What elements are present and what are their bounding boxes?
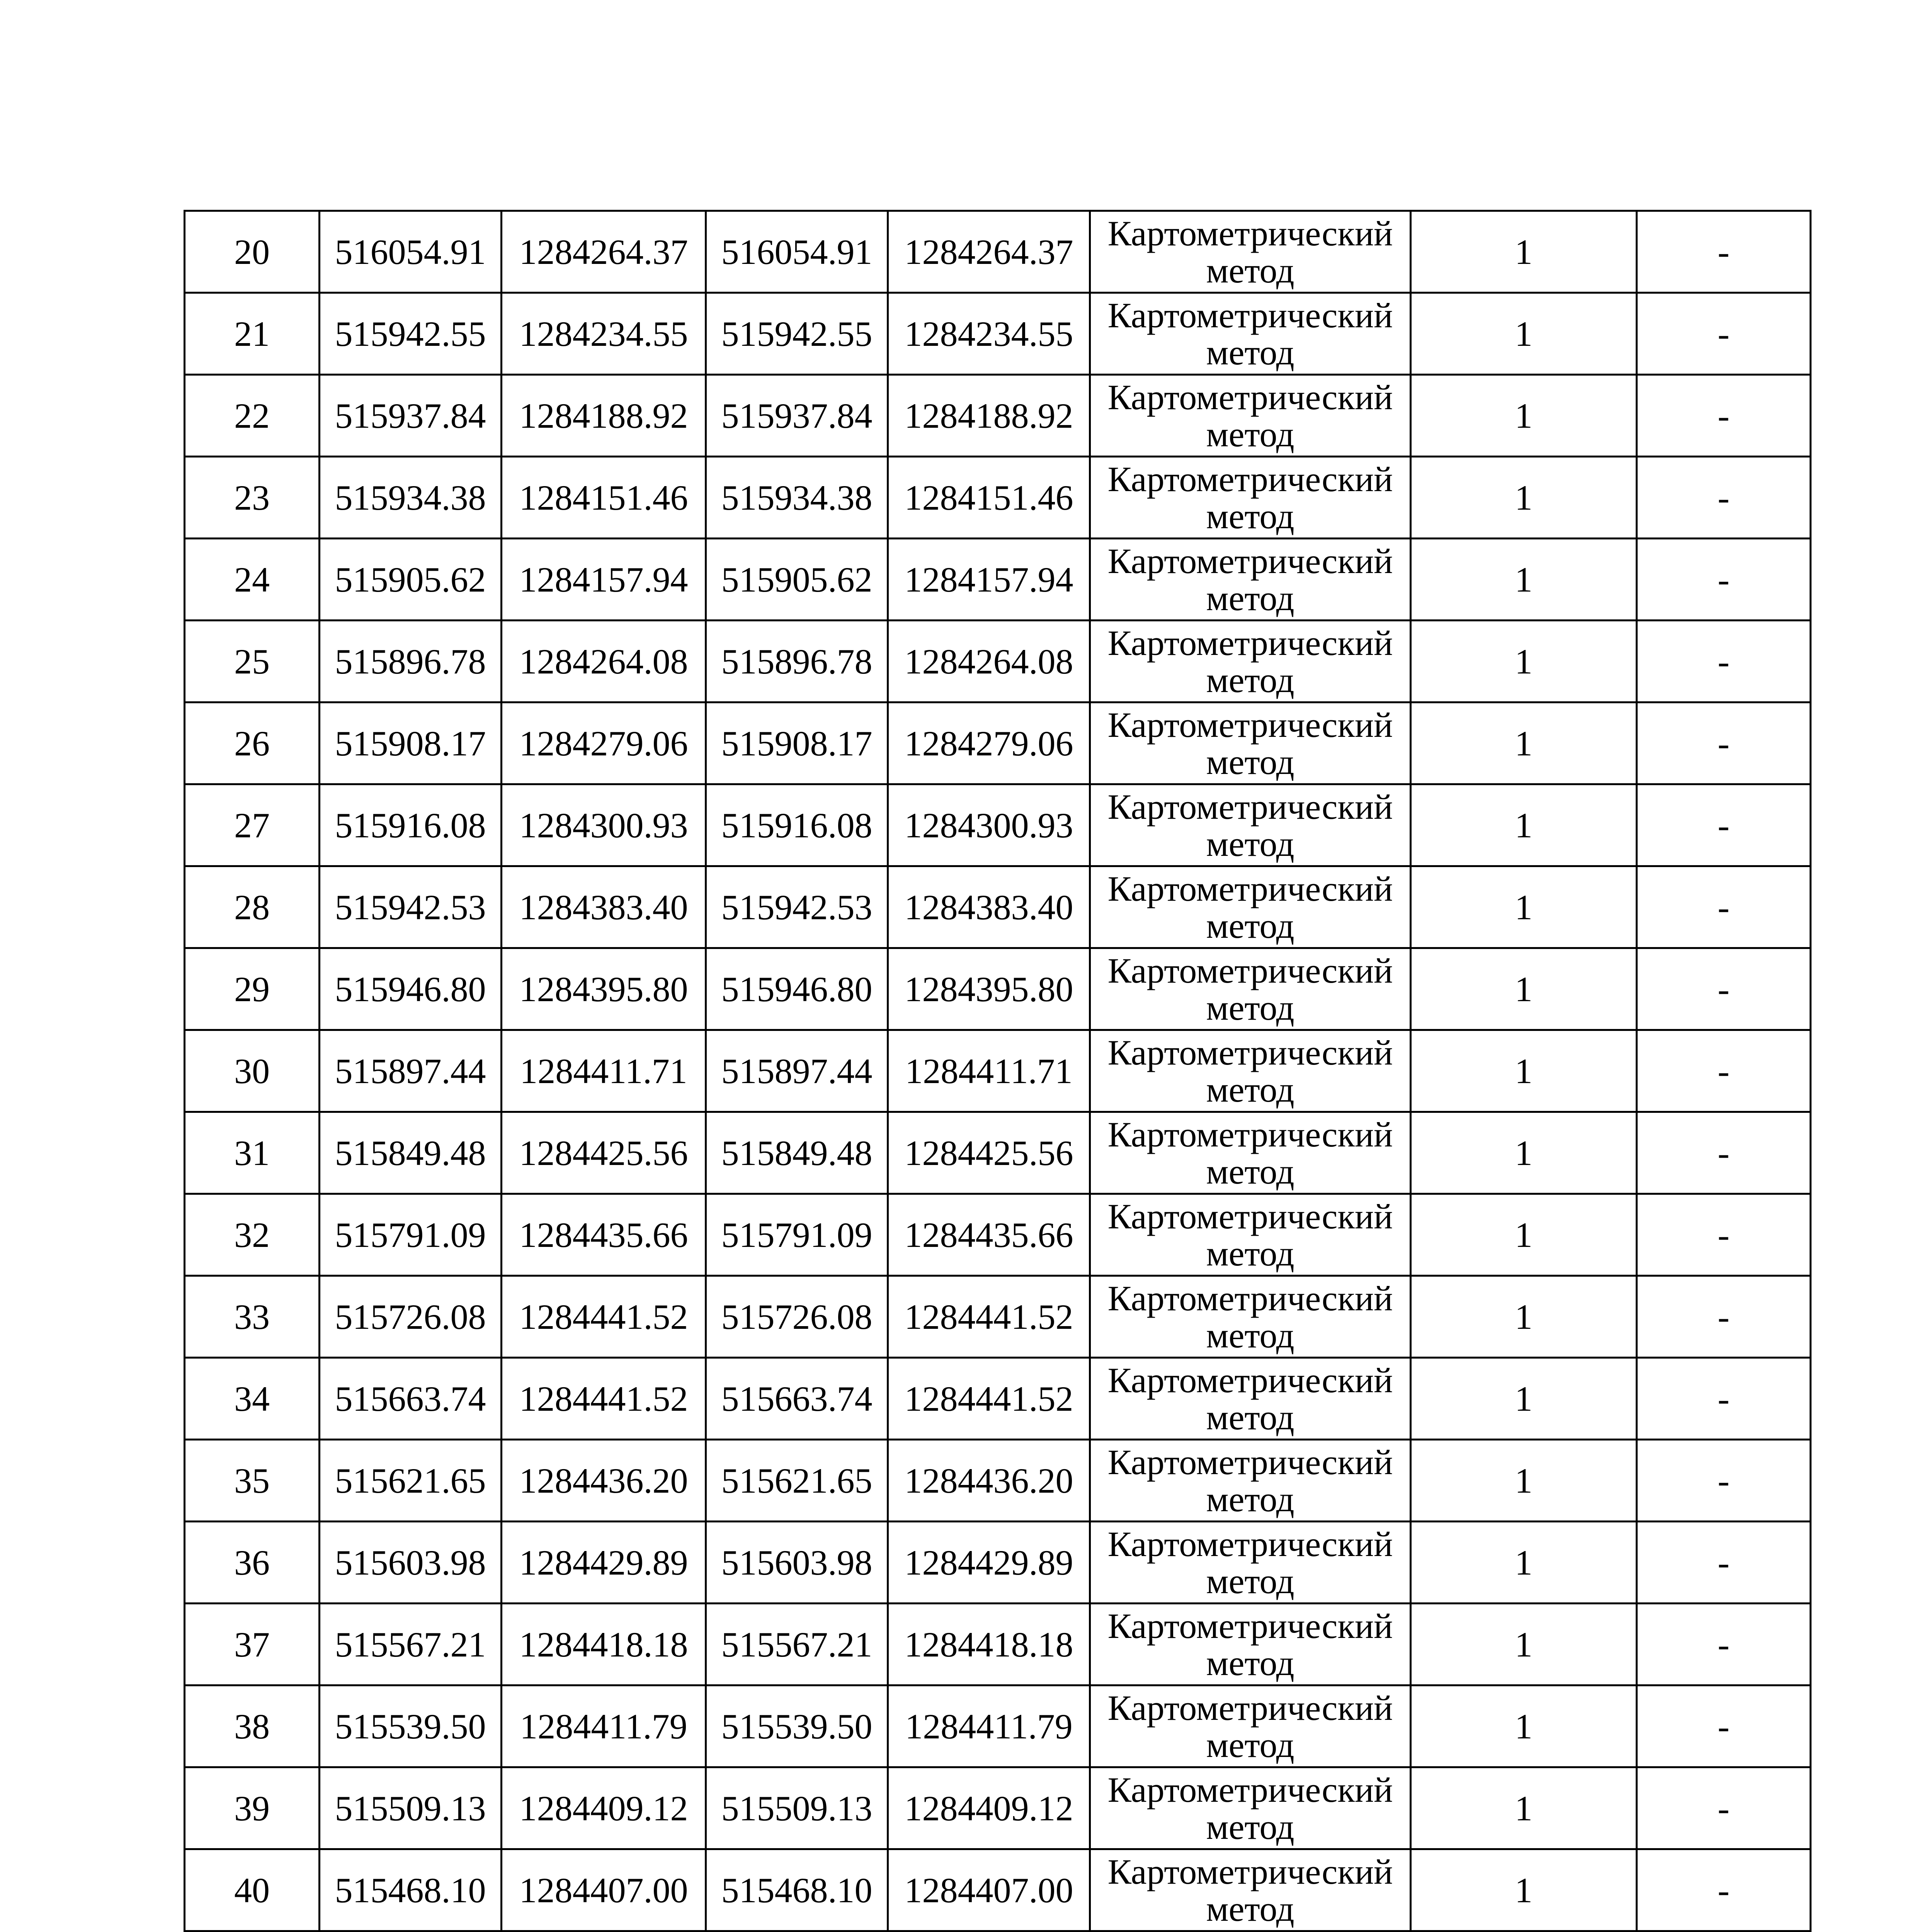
- specified-y-cell: 1284409.12: [888, 1767, 1090, 1849]
- existing-x-cell: 515937.84: [320, 375, 502, 457]
- table-row: [185, 702, 1811, 784]
- point-number-cell: 29: [185, 948, 320, 1030]
- table-row: [185, 866, 1811, 948]
- existing-y-cell: 1284418.18: [502, 1604, 706, 1685]
- point-number-cell: 28: [185, 866, 320, 948]
- existing-x-cell: 515726.08: [320, 1276, 502, 1358]
- method-cell: [1090, 1194, 1411, 1276]
- existing-y-cell: 1284264.37: [502, 211, 706, 293]
- accuracy-cell: 1: [1411, 375, 1637, 457]
- table-row: [185, 1685, 1811, 1767]
- table-row: [185, 1767, 1811, 1849]
- method-cell: [1090, 539, 1411, 621]
- method-label-line1: Картометрический: [1107, 1606, 1393, 1646]
- method-label-line1: Картометрический: [1107, 1361, 1393, 1400]
- specified-x-cell: 515539.50: [706, 1685, 888, 1767]
- table-row: [185, 1522, 1811, 1604]
- point-number-cell: 22: [185, 375, 320, 457]
- accuracy-cell: 1: [1411, 1030, 1637, 1112]
- method-label-line1: Картометрический: [1107, 1442, 1393, 1482]
- accuracy-cell: 1: [1411, 457, 1637, 539]
- specified-x-cell: 515896.78: [706, 621, 888, 702]
- specified-x-cell: 515567.21: [706, 1604, 888, 1685]
- point-number-cell: 20: [185, 211, 320, 293]
- specified-y-cell: 1284157.94: [888, 539, 1090, 621]
- point-number-cell: 32: [185, 1194, 320, 1276]
- existing-y-cell: 1284234.55: [502, 293, 706, 375]
- method-label-line1: Картометрический: [1107, 623, 1393, 663]
- method-label-line1: Картометрический: [1107, 1197, 1393, 1236]
- specified-x-cell: 515603.98: [706, 1522, 888, 1604]
- method-label-line2: метод: [1206, 1152, 1294, 1191]
- specified-x-cell: 515849.48: [706, 1112, 888, 1194]
- method-label-line2: метод: [1206, 988, 1294, 1027]
- note-cell: -: [1637, 1767, 1811, 1849]
- specified-y-cell: 1284407.00: [888, 1849, 1090, 1931]
- point-number-cell: 23: [185, 457, 320, 539]
- method-label-line1: Картометрический: [1107, 869, 1393, 908]
- existing-y-cell: 1284435.66: [502, 1194, 706, 1276]
- point-number-cell: 24: [185, 539, 320, 621]
- existing-y-cell: 1284151.46: [502, 457, 706, 539]
- table-row: [185, 1194, 1811, 1276]
- method-label-line2: метод: [1206, 742, 1294, 782]
- note-cell: -: [1637, 293, 1811, 375]
- specified-x-cell: 515509.13: [706, 1767, 888, 1849]
- specified-x-cell: 515942.53: [706, 866, 888, 948]
- specified-y-cell: 1284395.80: [888, 948, 1090, 1030]
- existing-y-cell: 1284425.56: [502, 1112, 706, 1194]
- table-row: [185, 1112, 1811, 1194]
- method-cell: [1090, 948, 1411, 1030]
- existing-x-cell: 515849.48: [320, 1112, 502, 1194]
- existing-x-cell: 515509.13: [320, 1767, 502, 1849]
- specified-y-cell: 1284264.08: [888, 621, 1090, 702]
- point-number-cell: 30: [185, 1030, 320, 1112]
- accuracy-cell: 1: [1411, 539, 1637, 621]
- accuracy-cell: 1: [1411, 1685, 1637, 1767]
- method-label-line1: Картометрический: [1107, 541, 1393, 581]
- method-label-line1: Картометрический: [1107, 1524, 1393, 1564]
- method-label-line2: метод: [1206, 1807, 1294, 1847]
- existing-y-cell: 1284411.79: [502, 1685, 706, 1767]
- existing-x-cell: 515916.08: [320, 784, 502, 866]
- method-label-line2: метод: [1206, 660, 1294, 700]
- existing-y-cell: 1284411.71: [502, 1030, 706, 1112]
- accuracy-cell: 1: [1411, 211, 1637, 293]
- point-number-cell: 27: [185, 784, 320, 866]
- specified-y-cell: 1284429.89: [888, 1522, 1090, 1604]
- note-cell: -: [1637, 1276, 1811, 1358]
- method-label-line2: метод: [1206, 1316, 1294, 1355]
- method-cell: [1090, 1767, 1411, 1849]
- existing-y-cell: 1284188.92: [502, 375, 706, 457]
- accuracy-cell: 1: [1411, 702, 1637, 784]
- point-number-cell: 36: [185, 1522, 320, 1604]
- point-number-cell: 31: [185, 1112, 320, 1194]
- accuracy-cell: 1: [1411, 1604, 1637, 1685]
- specified-y-cell: 1284441.52: [888, 1276, 1090, 1358]
- accuracy-cell: 1: [1411, 784, 1637, 866]
- method-label-line2: метод: [1206, 1070, 1294, 1109]
- point-number-cell: 35: [185, 1440, 320, 1522]
- method-label-line2: метод: [1206, 415, 1294, 454]
- method-cell: [1090, 1604, 1411, 1685]
- note-cell: -: [1637, 1849, 1811, 1931]
- specified-x-cell: 515946.80: [706, 948, 888, 1030]
- table-row: [185, 1604, 1811, 1685]
- method-label-line2: метод: [1206, 497, 1294, 536]
- table-body: [185, 211, 1811, 1932]
- method-label-line1: Картометрический: [1107, 1688, 1393, 1728]
- method-label-line1: Картометрический: [1107, 1770, 1393, 1810]
- method-label-line2: метод: [1206, 251, 1294, 290]
- method-label-line1: Картометрический: [1107, 1033, 1393, 1072]
- note-cell: -: [1637, 784, 1811, 866]
- point-number-cell: 33: [185, 1276, 320, 1358]
- method-cell: [1090, 1440, 1411, 1522]
- table-row: [185, 211, 1811, 293]
- specified-y-cell: 1284279.06: [888, 702, 1090, 784]
- table-row: [185, 1030, 1811, 1112]
- method-label-line2: метод: [1206, 1889, 1294, 1929]
- existing-x-cell: 515946.80: [320, 948, 502, 1030]
- point-number-cell: 34: [185, 1358, 320, 1440]
- accuracy-cell: 1: [1411, 1112, 1637, 1194]
- specified-y-cell: 1284411.71: [888, 1030, 1090, 1112]
- method-cell: [1090, 375, 1411, 457]
- table-row: [185, 621, 1811, 702]
- method-label-line1: Картометрический: [1107, 1115, 1393, 1154]
- specified-y-cell: 1284151.46: [888, 457, 1090, 539]
- table-row: [185, 293, 1811, 375]
- specified-x-cell: 515663.74: [706, 1358, 888, 1440]
- method-cell: [1090, 293, 1411, 375]
- existing-x-cell: 515663.74: [320, 1358, 502, 1440]
- accuracy-cell: 1: [1411, 1194, 1637, 1276]
- existing-x-cell: 516054.91: [320, 211, 502, 293]
- existing-y-cell: 1284436.20: [502, 1440, 706, 1522]
- method-label-line2: метод: [1206, 1234, 1294, 1273]
- existing-y-cell: 1284279.06: [502, 702, 706, 784]
- method-label-line2: метод: [1206, 824, 1294, 864]
- method-cell: [1090, 1358, 1411, 1440]
- accuracy-cell: 1: [1411, 1440, 1637, 1522]
- table-row: [185, 1849, 1811, 1931]
- note-cell: -: [1637, 621, 1811, 702]
- table-row: [185, 948, 1811, 1030]
- specified-y-cell: 1284441.52: [888, 1358, 1090, 1440]
- existing-x-cell: 515942.55: [320, 293, 502, 375]
- specified-x-cell: 515916.08: [706, 784, 888, 866]
- method-label-line2: метод: [1206, 906, 1294, 946]
- method-label-line1: Картометрический: [1107, 1279, 1393, 1318]
- existing-x-cell: 515539.50: [320, 1685, 502, 1767]
- existing-x-cell: 515942.53: [320, 866, 502, 948]
- table-row: [185, 1276, 1811, 1358]
- existing-x-cell: 515908.17: [320, 702, 502, 784]
- accuracy-cell: 1: [1411, 948, 1637, 1030]
- existing-x-cell: 515897.44: [320, 1030, 502, 1112]
- note-cell: -: [1637, 457, 1811, 539]
- method-label-line1: Картометрический: [1107, 787, 1393, 827]
- accuracy-cell: 1: [1411, 1358, 1637, 1440]
- note-cell: -: [1637, 1440, 1811, 1522]
- table-row: [185, 1358, 1811, 1440]
- method-label-line1: Картометрический: [1107, 705, 1393, 745]
- existing-y-cell: 1284429.89: [502, 1522, 706, 1604]
- method-label-line1: Картометрический: [1107, 459, 1393, 499]
- specified-x-cell: 515791.09: [706, 1194, 888, 1276]
- table-row: [185, 539, 1811, 621]
- specified-y-cell: 1284264.37: [888, 211, 1090, 293]
- point-number-cell: 37: [185, 1604, 320, 1685]
- method-cell: [1090, 1849, 1411, 1931]
- existing-x-cell: 515567.21: [320, 1604, 502, 1685]
- method-cell: [1090, 1685, 1411, 1767]
- specified-x-cell: 515621.65: [706, 1440, 888, 1522]
- existing-y-cell: 1284300.93: [502, 784, 706, 866]
- specified-y-cell: 1284300.93: [888, 784, 1090, 866]
- point-number-cell: 21: [185, 293, 320, 375]
- specified-y-cell: 1284188.92: [888, 375, 1090, 457]
- accuracy-cell: 1: [1411, 1849, 1637, 1931]
- method-label-line2: метод: [1206, 1561, 1294, 1601]
- specified-x-cell: 515468.10: [706, 1849, 888, 1931]
- specified-x-cell: 515934.38: [706, 457, 888, 539]
- table-row: [185, 1440, 1811, 1522]
- specified-x-cell: 516054.91: [706, 211, 888, 293]
- existing-y-cell: 1284441.52: [502, 1276, 706, 1358]
- method-cell: [1090, 1276, 1411, 1358]
- method-cell: [1090, 1522, 1411, 1604]
- note-cell: -: [1637, 1604, 1811, 1685]
- method-label-line1: Картометрический: [1107, 296, 1393, 335]
- table-row: [185, 784, 1811, 866]
- specified-y-cell: 1284435.66: [888, 1194, 1090, 1276]
- existing-y-cell: 1284409.12: [502, 1767, 706, 1849]
- note-cell: -: [1637, 1030, 1811, 1112]
- method-cell: [1090, 784, 1411, 866]
- table-row: [185, 457, 1811, 539]
- method-label-line2: метод: [1206, 1480, 1294, 1519]
- specified-x-cell: 515897.44: [706, 1030, 888, 1112]
- note-cell: -: [1637, 211, 1811, 293]
- coordinates-table: [184, 210, 1812, 1932]
- note-cell: -: [1637, 702, 1811, 784]
- point-number-cell: 38: [185, 1685, 320, 1767]
- method-label-line2: метод: [1206, 333, 1294, 372]
- note-cell: -: [1637, 375, 1811, 457]
- point-number-cell: 25: [185, 621, 320, 702]
- existing-x-cell: 515896.78: [320, 621, 502, 702]
- existing-x-cell: 515934.38: [320, 457, 502, 539]
- note-cell: -: [1637, 1358, 1811, 1440]
- note-cell: -: [1637, 1522, 1811, 1604]
- note-cell: -: [1637, 866, 1811, 948]
- method-label-line1: Картометрический: [1107, 951, 1393, 990]
- accuracy-cell: 1: [1411, 1767, 1637, 1849]
- method-cell: [1090, 1030, 1411, 1112]
- specified-y-cell: 1284418.18: [888, 1604, 1090, 1685]
- method-cell: [1090, 1112, 1411, 1194]
- specified-x-cell: 515726.08: [706, 1276, 888, 1358]
- existing-y-cell: 1284383.40: [502, 866, 706, 948]
- existing-x-cell: 515603.98: [320, 1522, 502, 1604]
- accuracy-cell: 1: [1411, 621, 1637, 702]
- method-label-line2: метод: [1206, 1398, 1294, 1437]
- accuracy-cell: 1: [1411, 1276, 1637, 1358]
- method-label-line2: метод: [1206, 1725, 1294, 1765]
- specified-x-cell: 515942.55: [706, 293, 888, 375]
- existing-x-cell: 515468.10: [320, 1849, 502, 1931]
- method-label-line2: метод: [1206, 578, 1294, 618]
- method-label-line1: Картометрический: [1107, 214, 1393, 253]
- note-cell: -: [1637, 948, 1811, 1030]
- point-number-cell: 40: [185, 1849, 320, 1931]
- specified-y-cell: 1284436.20: [888, 1440, 1090, 1522]
- accuracy-cell: 1: [1411, 1522, 1637, 1604]
- point-number-cell: 39: [185, 1767, 320, 1849]
- method-label-line1: Картометрический: [1107, 378, 1393, 417]
- existing-y-cell: 1284157.94: [502, 539, 706, 621]
- accuracy-cell: 1: [1411, 293, 1637, 375]
- specified-x-cell: 515908.17: [706, 702, 888, 784]
- specified-y-cell: 1284234.55: [888, 293, 1090, 375]
- method-cell: [1090, 211, 1411, 293]
- note-cell: -: [1637, 1685, 1811, 1767]
- existing-x-cell: 515791.09: [320, 1194, 502, 1276]
- method-cell: [1090, 621, 1411, 702]
- specified-x-cell: 515937.84: [706, 375, 888, 457]
- note-cell: -: [1637, 1112, 1811, 1194]
- specified-y-cell: 1284383.40: [888, 866, 1090, 948]
- method-cell: [1090, 702, 1411, 784]
- existing-y-cell: 1284407.00: [502, 1849, 706, 1931]
- existing-y-cell: 1284441.52: [502, 1358, 706, 1440]
- specified-x-cell: 515905.62: [706, 539, 888, 621]
- existing-y-cell: 1284395.80: [502, 948, 706, 1030]
- method-label-line2: метод: [1206, 1643, 1294, 1683]
- accuracy-cell: 1: [1411, 866, 1637, 948]
- existing-x-cell: 515621.65: [320, 1440, 502, 1522]
- note-cell: -: [1637, 1194, 1811, 1276]
- method-cell: [1090, 457, 1411, 539]
- note-cell: -: [1637, 539, 1811, 621]
- point-number-cell: 26: [185, 702, 320, 784]
- existing-y-cell: 1284264.08: [502, 621, 706, 702]
- method-label-line1: Картометрический: [1107, 1852, 1393, 1891]
- specified-y-cell: 1284411.79: [888, 1685, 1090, 1767]
- specified-y-cell: 1284425.56: [888, 1112, 1090, 1194]
- existing-x-cell: 515905.62: [320, 539, 502, 621]
- table-row: [185, 375, 1811, 457]
- method-cell: [1090, 866, 1411, 948]
